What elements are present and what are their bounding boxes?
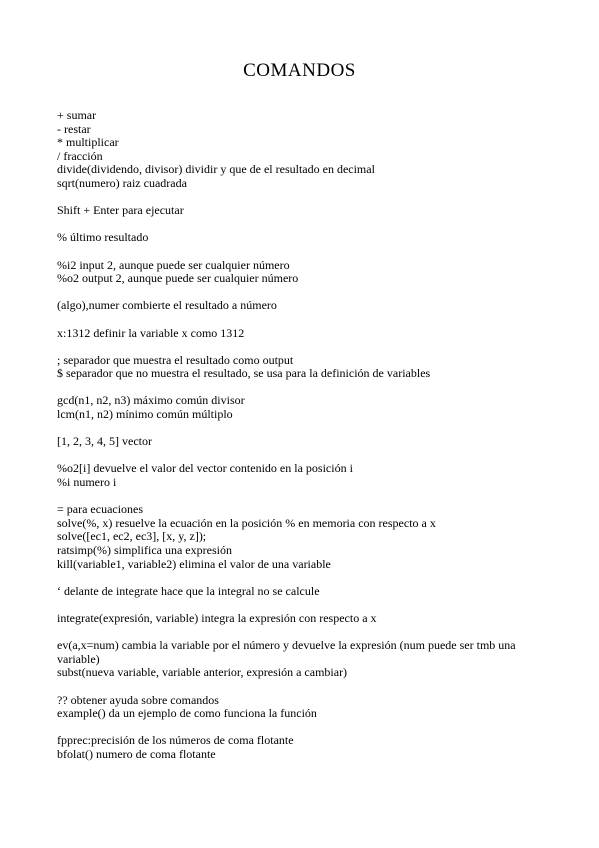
document-title: COMANDOS [243, 60, 356, 81]
text-line: % último resultado [57, 230, 149, 245]
text-line: / fracción [57, 148, 103, 163]
blank-line [57, 598, 537, 612]
text-line: bfolat() numero de coma flotante [57, 746, 216, 761]
text-line: $ separador que no muestra el resultado, se usa para la definición de variables [57, 366, 431, 381]
text-line: %i2 input 2, aunque puede ser cualquier número [57, 257, 290, 272]
blank-line [57, 313, 537, 327]
blank-line [57, 286, 537, 300]
text-line: - restar [57, 121, 91, 136]
text-line: kill(variable1, variable2) elimina el valor de una variable [57, 556, 331, 571]
text-line: integrate(expresión, variable) integra la expresión con respecto a x [57, 610, 377, 625]
text-line: * multiplicar [57, 135, 119, 150]
text-line: sqrt(numero) raiz cuadrada [57, 175, 187, 190]
blank-line [57, 422, 537, 436]
text-line: subst(nueva variable, variable anterior, expresión a cambiar) [57, 665, 348, 680]
text-line: solve(%, x) resuelve la ecuación en la posición % en memoria con respecto a x [57, 515, 436, 530]
blank-line [57, 721, 537, 735]
text-line: [1, 2, 3, 4, 5] vector [57, 434, 152, 449]
blank-line [57, 571, 537, 585]
text-line: Shift + Enter para ejecutar [57, 203, 184, 218]
text-line: fpprec:precisión de los números de coma flotante [57, 733, 294, 748]
text-line: %o2 output 2, aunque puede ser cualquier número [57, 271, 299, 286]
text-line: x:1312 definir la variable x como 1312 [57, 325, 245, 340]
blank-line [57, 191, 537, 205]
text-line: ratsimp(%) simplifica una expresión [57, 543, 232, 557]
blank-line [57, 626, 537, 640]
blank-line [57, 680, 537, 694]
text-line: ?? obtener ayuda sobre comandos [57, 692, 219, 707]
text-line: gcd(n1, n2, n3) máximo común divisor [57, 393, 245, 408]
blank-line [57, 381, 537, 395]
text-line: + sumar [57, 108, 97, 122]
blank-line [57, 245, 537, 259]
blank-line [57, 449, 537, 463]
text-line: ‘ delante de integrate hace que la integral no se calcule [57, 583, 320, 598]
text-line: example() da un ejemplo de como funciona la función [57, 706, 317, 721]
blank-line [57, 340, 537, 354]
document-body [57, 109, 537, 762]
text-line: ev(a,x=num) cambia la variable por el número y devuelve la expresión (num puede ser tmb una variable) [57, 638, 516, 666]
text-line: lcm(n1, n2) mínimo común múltiplo [57, 407, 233, 422]
text-line: ; separador que muestra el resultado como output [57, 352, 294, 367]
text-line: = para ecuaciones [57, 502, 144, 517]
blank-line [57, 218, 537, 232]
text-line: divide(dividendo, divisor) dividir y que de el resultado en decimal [57, 162, 375, 177]
text-line: solve([ec1, ec2, ec3], [x, y, z]); [57, 529, 207, 544]
text-line: %i numero i [57, 475, 117, 490]
text-line: (algo),numer combierte el resultado a número [57, 298, 277, 313]
text-line: %o2[i] devuelve el valor del vector contenido en la posición i [57, 461, 353, 476]
blank-line [57, 490, 537, 504]
